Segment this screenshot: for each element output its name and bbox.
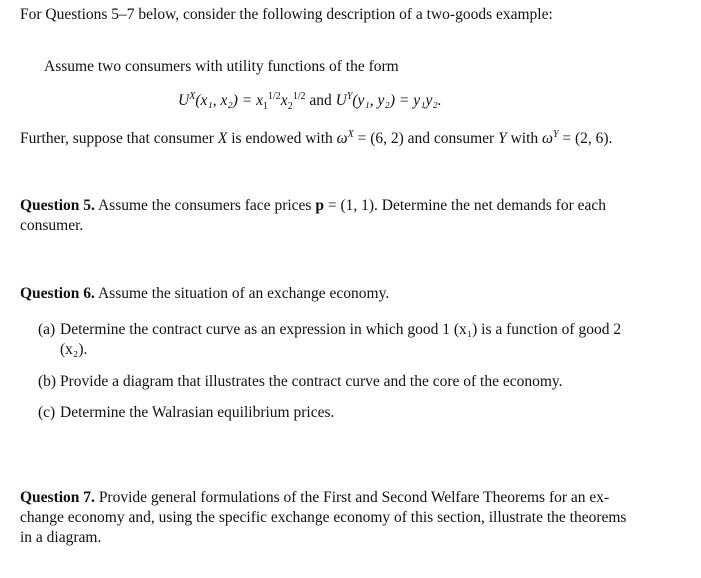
assumption-text: Assume two consumers with utility functions of the form [44,58,399,75]
question-6c: (c) Determine the Walrasian equilibrium prices. [38,404,335,421]
question-6: Question 6. Assume the situation of an exchange economy. [20,285,390,302]
endowment-text: Further, suppose that consumer X is endowed with $\omega^X = (6$, 2) and consumer Y with $\omega^Y = (2$, 6). [20,128,613,147]
intro-text: For Questions 5–7 below, consider the following description of a two-goods example: [20,6,553,23]
question-6a: (a) Determine the contract curve as an expression in which good 1 (x₁) is a function of good 2 (x₂). [38,321,622,358]
question-7: Question 7. Provide general formulations of the First and Second Welfare Theorems for an ex- change economy and, using the specific exchange economy of this section, illustrate the theorems in a diagram. [20,489,627,546]
utility-equation: $U^X(x_1$, $x_2) = x_1^{1/2}x_2^{1/2}$ and $U^Y(y_1$, y₂) = y₁y₂. [178,90,442,113]
question-6b: (b) Provide a diagram that illustrates the contract curve and the core of the economy. [38,373,563,390]
question-5: Question 5. Assume the consumers face prices p = (1, 1). Determine the net demands for each consumer. [20,197,606,234]
